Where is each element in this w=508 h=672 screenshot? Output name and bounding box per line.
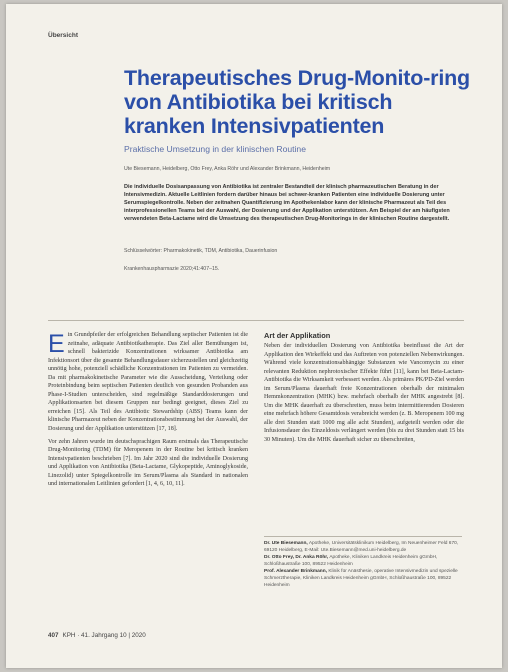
- keywords: Schlüsselwörter: Pharmakokinetik, TDM, Antibiotika, Dauerinfusion: [124, 248, 278, 254]
- affiliation-name: Dr. Otto Frey, Dr. Anka Röhr,: [264, 555, 329, 561]
- journal-page: [6, 4, 502, 668]
- affiliation-name: Dr. Ute Biesemann,: [264, 541, 308, 546]
- author-affiliations: [264, 536, 462, 590]
- body-paragraph: Vor zehn Jahren wurde im deutschsprachigen Raum erstmals das Therapeutische Drug-Monitoring (TDM) für Meropenem in der Routine bei kritisch kranken Intensivpatienten beschrieben [7]. Im Jahr 2020 sind die individuelle Dosierung und Applikation von Antibiotika (Beta-Lactame, Glykopeptide, Aminoglykoside, Linezolid) unter Spiegelkontrolle im Serum/Plasma als Standard in nationalen und internationalen Leitlinien gefordert [1, 4, 6, 10, 11].: [48, 438, 248, 488]
- affiliation-text: Apotheke, Kliniken Landkreis Heidenheim gGmbH, Schloßhaustraße 100, 89522 Heidenheim: [264, 555, 438, 567]
- article-subtitle: Praktische Umsetzung in der klinischen Routine: [124, 144, 306, 154]
- body-column-right: [264, 331, 464, 445]
- section-heading: Art der Applikation: [264, 331, 331, 340]
- section-label: Übersicht: [48, 32, 78, 39]
- body-text: in Grundpfeiler der erfolgreichen Behandlung septischer Patienten ist die zeitnahe, adäquate Antibiotikatherapie. Das Ziel aller Bemühungen ist, schnell bakterizide Konzentrationen wirksamer Antibiotika am Infektionsort über die gesamte Behandlungsdauer sicherzustellen und gleichzeitig unnötig hohe, potenziell schädliche Konzentrationen im Patienten zu vermeiden. Da mit pharmakokinetische Parameter wie die Ausscheidung, Verteilung oder Proteinbindung beim septischen Patienten deutlich von gesunden Probanden aus Phase-I-Studien unterscheiden, sind regelmäßige Standarddosierungen und Applikationsarten bei diesem Gruppen nur bedingt geeignet, dieses Ziel zu erreichen [15]. Als Teil des Antibiotic Stewardship (ABS) Teams kann der klinische Pharmazeut neben der Konzentrationsbestimmung bei der Auswahl, der Dosierung und der Applikation unterstützen [17, 18].: [48, 332, 248, 433]
- page-footer: [48, 632, 146, 639]
- journal-issue: KPH · 41. Jahrgang 10 | 2020: [62, 632, 146, 639]
- dropcap: E: [48, 330, 65, 358]
- author-line: Ute Biesemann, Heidelberg, Otto Frey, Anka Röhr und Alexander Brinkmann, Heidenheim: [124, 166, 331, 172]
- affiliation-entry: [264, 541, 462, 554]
- affiliation-entry: [264, 555, 462, 568]
- body-paragraph: [48, 331, 248, 434]
- affiliation-text: Klinik für Anästhesie, operative Intensivmedizin und spezielle Schmerztherapie, Kliniken Landkreis Heidenheim gGmbH, Schloßhaustraße 100, 89522 Heidenheim: [264, 569, 458, 588]
- abstract: Die individuelle Dosisanpassung von Antibiotika ist zentraler Bestandteil der klinisch pharmazeutischen Beratung in der Intensivmedizin. Aktuelle Leitlinien fordern darüber hinaus bei schwer-kranken Patienten eine individuelle Dosierung unter Serumspiegelkontrolle. Neben der zeitnahen Quantifizierung im Apothekenlabor kann der klinische Pharmazeut als Teil des interprofessionellen Teams bei der Auswahl, der Dosierung und der Applikation unterstützen. Am Beispiel der am häufigsten verwendeten Beta-Lactame wird die Umsetzung des therapeutischen Drug-Monitorings in der klinischen Routine dargestellt.: [124, 184, 450, 222]
- affiliation-name: Prof. Alexander Brinkmann,: [264, 569, 327, 575]
- section-divider: [48, 320, 464, 321]
- body-paragraph: Neben der individuellen Dosierung von Antibiotika beeinflusst die Art der Applikation den Wirkeffekt und das Auftreten von potenziellen Nebenwirkungen. Während viele konzentrationsabhängige Substanzen wie Vancomycin zu einer relevanten Reduktion nephrotoxischer Effekte führt [11], kann bei Beta-Lactam-Antibiotika die Wirksamkeit verbessert werden. Als primäres PK/PD-Ziel werden im Serum/Plasma dauerhaft freie Konzentrationen oberhalb der minimalen Hemmkonzentration (MHK) bzw. mehrfach oberhalb der MHK angestrebt [8]. Um die MHK dauerhaft zu überschreiten, muss beim intermittierenden Dosieren eine mehrfach höhere Gesamtdosis verabreicht werden (z. B. Meropenem 100 mg alle drei Stunden statt 1000 mg alle acht Stunden), aufgeteilt werden oder die Infusionsdauer des Einzeldosis verlängert werden (bis zu drei Stunden statt 15 bis 30 Minuten). Um die MHK dauerhaft sicher zu überschreiten,: [264, 343, 464, 444]
- body-column-left: [48, 331, 248, 493]
- page-number: 407: [48, 632, 59, 639]
- affiliation-text: Apotheke, Universitätsklinikum Heidelberg, Im Neuenheimer Feld 670, 69120 Heidelberg, E-Mail: Ute.Biesemann@med.uni-heidelberg.de: [264, 541, 459, 553]
- citation: Krankenhauspharmazie 2020;41:407–15.: [124, 266, 220, 272]
- article-title: Therapeutisches Drug-Monito-ring von Antibiotika bei kritisch kranken Intensivpatienten: [124, 66, 470, 138]
- affiliation-entry: [264, 569, 462, 589]
